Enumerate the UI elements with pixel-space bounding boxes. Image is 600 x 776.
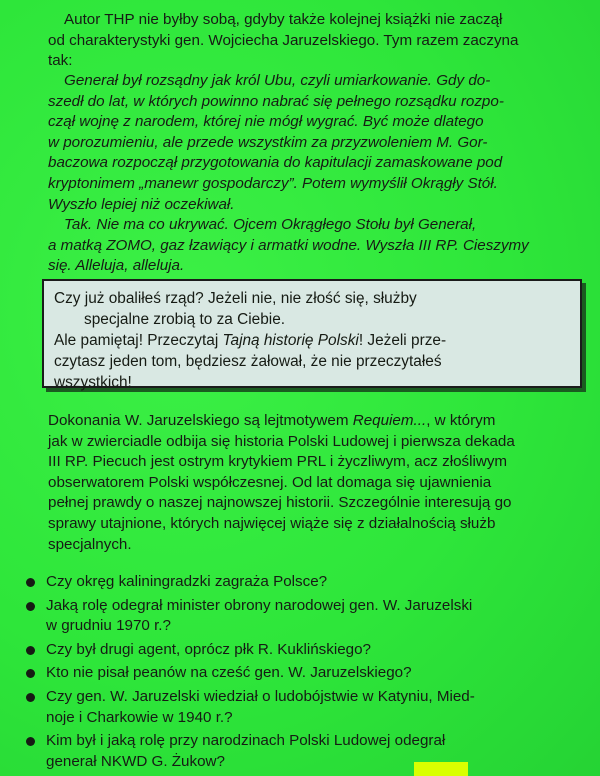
callout-text-part: ! Jeżeli prze- [358,332,447,349]
intro-line: tak: [48,52,73,70]
quote-line: kryptonimem „manewr gospodarczy”. Potem wymyślił Okrągły Stół. [48,174,498,192]
yellow-sticker-edge [414,762,468,776]
callout-line [54,330,524,351]
book-title: Requiem... [352,412,427,429]
bullet-icon [26,693,35,702]
bullet-icon [26,737,35,746]
quote-line: Wyszło lepiej niż oczekiwał. [48,195,235,213]
list-item [24,687,584,728]
intro-line: Autor THP nie byłby sobą, gdyby także kolejnej książki nie zaczął [64,11,503,28]
list-item [24,640,584,661]
quote-line: Tak. Nie ma co ukrywać. Ojcem Okrągłego Stołu był Generał, [64,216,477,234]
quote-line: się. Alleluja, alleluja. [48,257,185,275]
quote-block [48,71,578,277]
callout-line: czytasz jeden tom, będziesz żałował, że nie przeczytałeś [54,353,442,370]
description-line: specjalnych. [48,535,132,553]
quote-line: w porozumieniu, ale przede wszystkim za przyzwoleniem M. Gor- [48,133,488,151]
description-line: obserwatorem Polski współczesnej. Od lat domaga się ujawnienia [48,473,492,491]
callout-line: wszystkich! [54,374,132,391]
description-text-part: , w którym [426,412,496,429]
list-item [24,731,584,772]
callout-line: Czy już obaliłeś rząd? Jeżeli nie, nie złość się, służby [54,290,417,307]
description-text-part: Dokonania W. Jaruzelskiego są lejtmotywem [48,412,353,429]
question-line: w grudniu 1970 r.? [46,617,171,635]
quote-line: baczowa rozpoczął przygotowania do kapitulacji zamaskowane pod [48,154,503,172]
callout-line: specjalne zrobią to za Ciebie. [84,311,286,328]
callout-text [54,288,524,393]
question-line: Czy był drugi agent, oprócz płk R. Kuklińskiego? [46,640,372,658]
description-line: sprawy utajnione, których najwięcej wiąże się z działalnością służb [48,514,496,532]
description-line: pełnej prawdy o naszej najnowszej historii. Szczególnie interesują go [48,494,512,512]
bullet-icon [26,669,35,678]
question-line: Kim był i jaką rolę przy narodzinach Polski Ludowej odegrał [46,732,446,750]
intro-line: od charakterystyki gen. Wojciecha Jaruzelskiego. Tym razem zaczyna [48,31,519,49]
bullet-icon [26,646,35,655]
description-paragraph [48,411,580,555]
quote-line: Generał był rozsądny jak król Ubu, czyli umiarkowanie. Gdy do- [64,72,491,89]
callout-text-part: Ale pamiętaj! Przeczytaj [54,332,223,349]
list-item [24,663,584,684]
question-line: noje i Charkowie w 1940 r.? [46,708,233,726]
callout-box [42,279,582,391]
book-title: Tajną historię Polski [222,332,359,349]
bullet-icon [26,578,35,587]
description-line: jak w zwierciadle odbija się historia Polski Ludowej i pierwsza dekada [48,432,515,450]
intro-paragraph [48,10,578,72]
list-item [24,572,584,593]
question-line: Czy gen. W. Jaruzelski wiedział o ludobójstwie w Katyniu, Mied- [46,687,475,705]
question-line: Czy okręg kaliningradzki zagraża Polsce? [46,573,328,590]
quote-line: a matką ZOMO, gaz łzawiący i armatki wodne. Wyszła III RP. Cieszymy [48,236,529,254]
list-item [24,596,584,637]
description-line: III RP. Piecuch jest ostrym krytykiem PRL i życzliwym, acz złośliwym [48,453,508,471]
bullet-icon [26,602,35,611]
quote-line: czął wojnę z narodem, której nie mógł wygrać. Być może dlatego [48,113,484,131]
description-line [48,411,580,432]
questions-list [24,572,584,775]
quote-line: szedł do lat, w których powinno nabrać się pełnego rozsądku rozpo- [48,92,504,110]
question-line: Kto nie pisał peanów na cześć gen. W. Jaruzelskiego? [46,664,412,682]
question-line: generał NKWD G. Żukow? [46,752,225,770]
question-line: Jaką rolę odegrał minister obrony narodowej gen. W. Jaruzelski [46,596,473,614]
